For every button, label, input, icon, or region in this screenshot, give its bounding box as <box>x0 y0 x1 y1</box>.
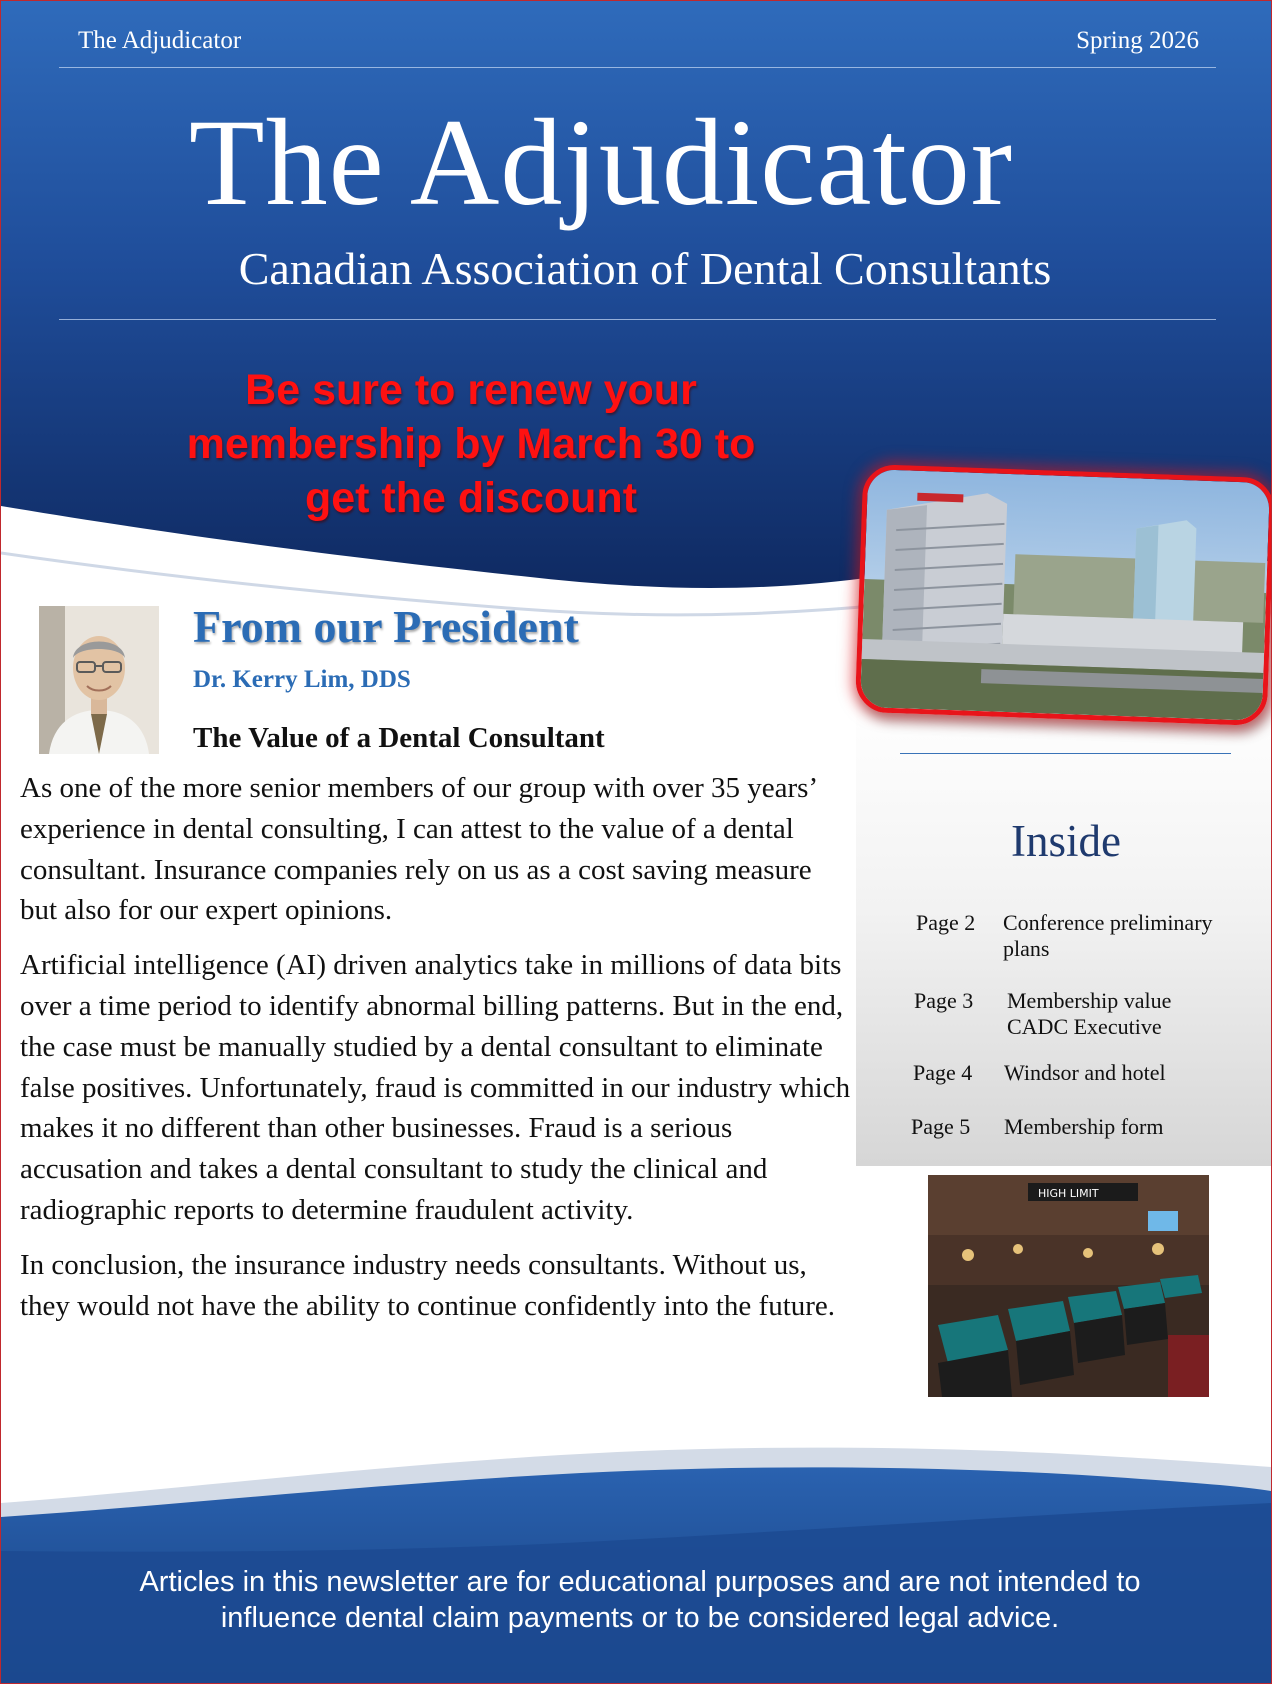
president-name: Dr. Kerry Lim, DDS <box>193 666 411 693</box>
casino-illustration <box>928 1175 1209 1397</box>
association-subtitle: Canadian Association of Dental Consultants <box>238 243 1052 294</box>
footer-band <box>1 1433 1271 1683</box>
toc-item-line: Membership value <box>1007 988 1172 1013</box>
toc-item-line: Membership form <box>1004 1114 1164 1139</box>
toc-page-number: Page 2 <box>916 910 976 935</box>
masthead-title: The Adjudicator <box>188 94 1014 231</box>
article-paragraph: As one of the more senior members of our group with over 35 years’ experience in dental consulting, I can attest to the value of a dental consultant. Insurance companies rely on us as a cost saving measure but also for our expert opinions. <box>20 772 816 927</box>
casino-photo <box>928 1175 1209 1397</box>
article-title: The Value of a Dental Consultant <box>193 722 605 754</box>
casino-sign: HIGH LIMIT <box>1038 1187 1099 1200</box>
toc-item-line: CADC Executive <box>1007 1014 1162 1039</box>
toc-item-line: Conference preliminary <box>1003 910 1213 935</box>
toc-page-number: Page 5 <box>911 1114 971 1139</box>
footer-disclaimer <box>1 1564 1271 1636</box>
top-rule <box>59 67 1216 68</box>
running-title: The Adjudicator <box>78 27 242 54</box>
president-heading: From our President <box>193 601 579 652</box>
article-body <box>20 768 855 1340</box>
disclaimer-line: influence dental claim payments or to be considered legal advice. <box>220 1602 1060 1634</box>
portrait-illustration <box>39 606 159 754</box>
masthead-rule <box>59 319 1216 320</box>
hotel-photo <box>855 464 1272 726</box>
toc-page-number: Page 4 <box>913 1060 973 1085</box>
toc-item-membership-value[interactable] <box>1007 988 1171 1040</box>
article-paragraph: Artificial intelligence (AI) driven analytics take in millions of data bits over a time period to identify abnormal billing patterns. But in the end, the case must be manually studied by a dental consultant to eliminate false positives. Unfortunately, fraud is committed in our industry which makes it no different than other businesses. Fraud is a serious accusation and takes a dental consultant to study the clinical and radiographic reports to determine fraudulent activity. <box>20 949 851 1226</box>
renewal-notice-line: Be sure to renew your <box>245 366 697 414</box>
inside-title: Inside <box>1011 816 1121 866</box>
hotel-illustration <box>860 469 1270 721</box>
renewal-notice <box>131 363 811 525</box>
sidebar-rule <box>900 753 1231 754</box>
toc-item-windsor[interactable] <box>1004 1060 1166 1086</box>
toc-item-membership-form[interactable] <box>1004 1114 1163 1140</box>
toc-page-number: Page 3 <box>914 988 974 1013</box>
toc-item-line: plans <box>1003 936 1050 961</box>
article-paragraph: In conclusion, the insurance industry needs consultants. Without us, they would not have the ability to continue confidently into the future. <box>20 1248 836 1322</box>
disclaimer-line: Articles in this newsletter are for educational purposes and are not intended to <box>139 1566 1141 1598</box>
president-portrait <box>39 606 159 754</box>
issue-date: Spring 2026 <box>1076 27 1199 54</box>
renewal-notice-line: membership by March 30 to <box>186 420 756 468</box>
renewal-notice-line: get the discount <box>304 474 638 522</box>
toc-item-line: Windsor and hotel <box>1004 1060 1166 1085</box>
toc-item-conference[interactable] <box>1003 910 1213 962</box>
